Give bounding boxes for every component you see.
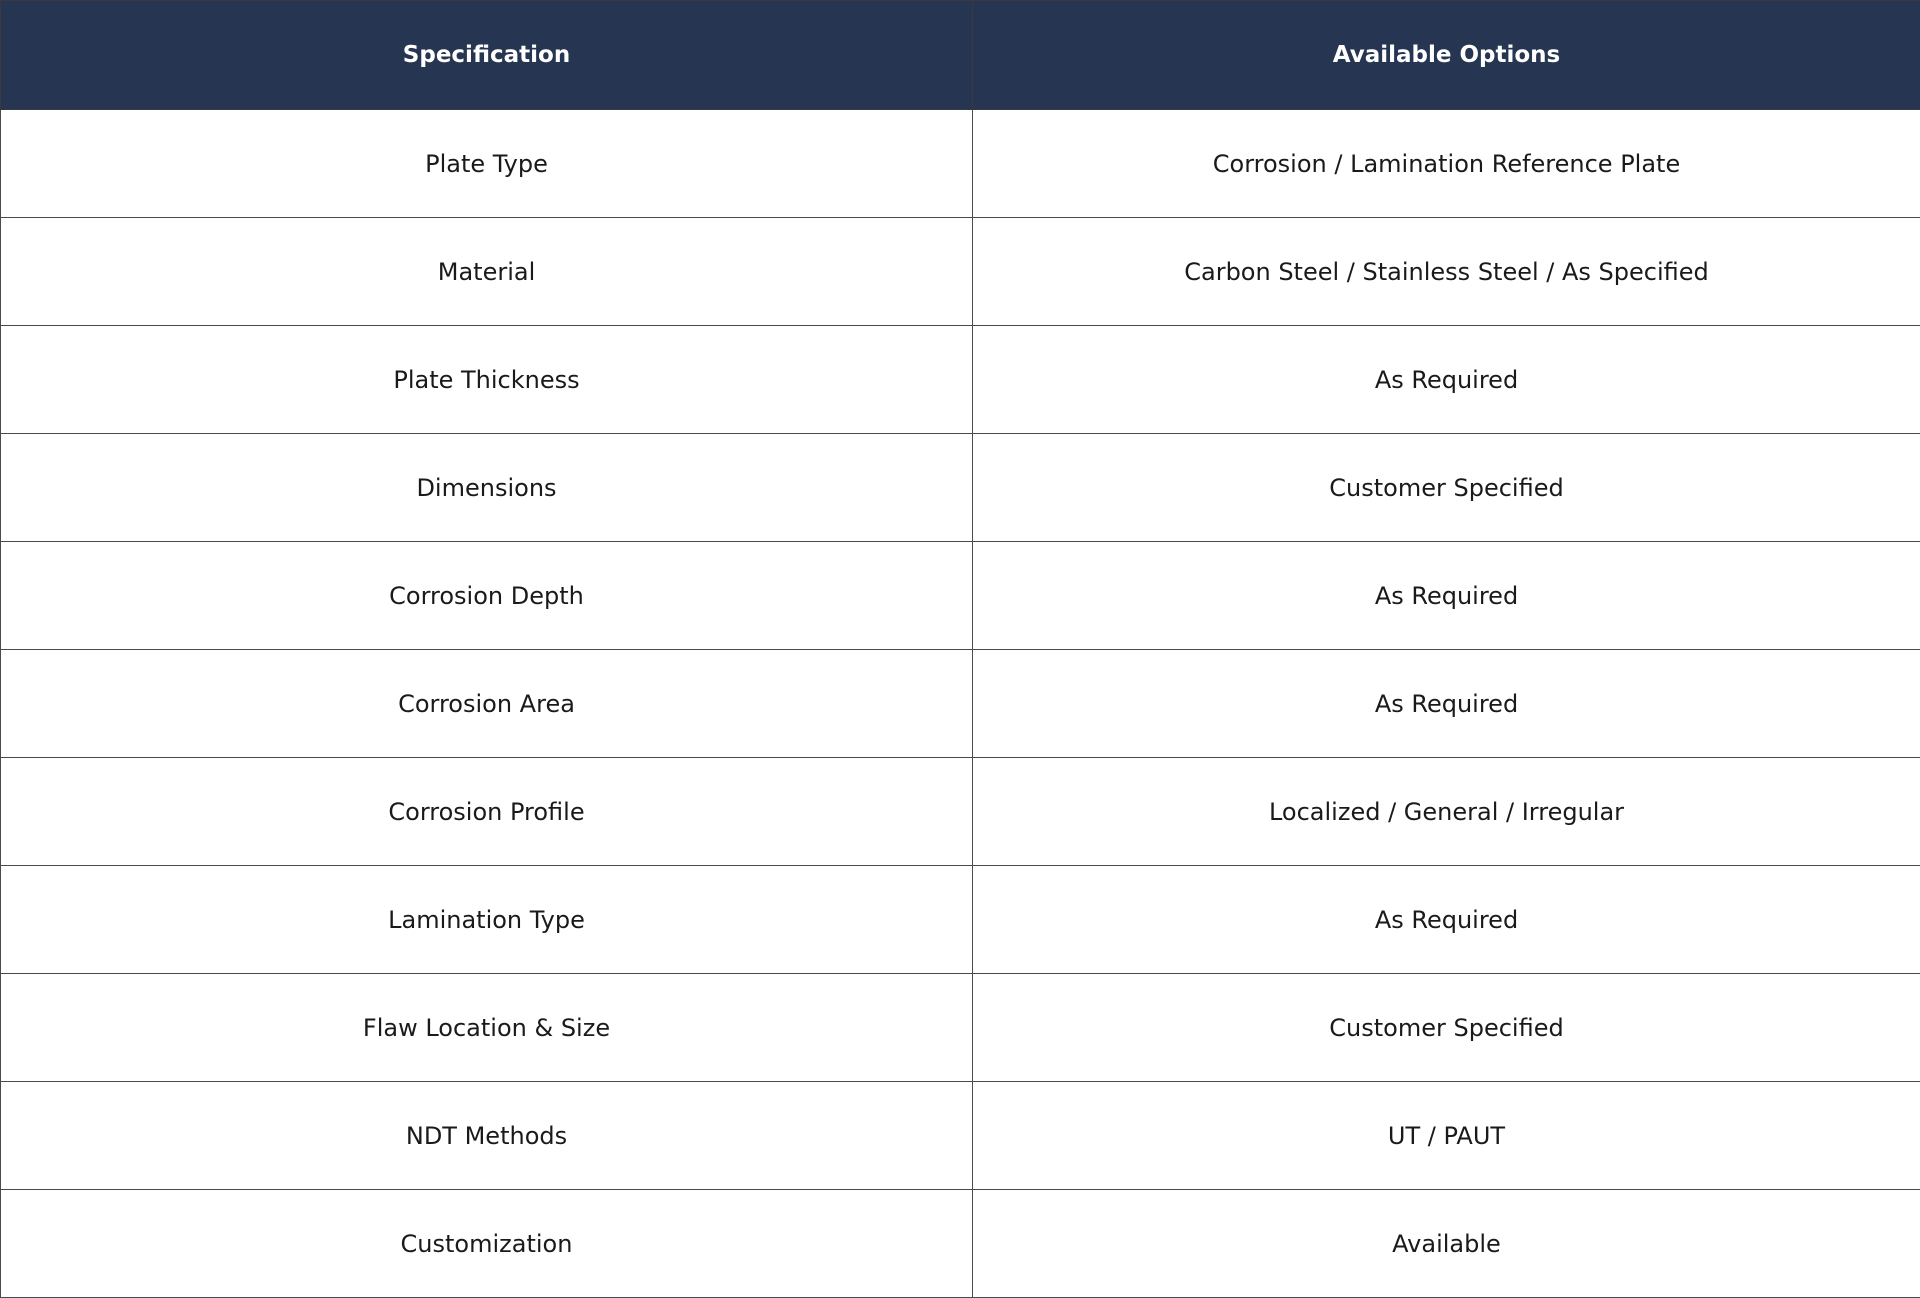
table-row [1, 758, 1920, 866]
option-cell: Available [973, 1190, 1920, 1298]
spec-cell: Customization [1, 1190, 973, 1298]
spec-cell: NDT Methods [1, 1082, 973, 1190]
option-cell: As Required [973, 866, 1920, 974]
table-row [1, 866, 1920, 974]
table-row [1, 542, 1920, 650]
table-row [1, 650, 1920, 758]
spec-cell: Corrosion Area [1, 650, 973, 758]
table-row [1, 218, 1920, 326]
option-cell: Corrosion / Lamination Reference Plate [973, 110, 1920, 218]
header-specification: Specification [1, 1, 973, 110]
table-row [1, 110, 1920, 218]
option-cell: As Required [973, 326, 1920, 434]
table-row [1, 1190, 1920, 1298]
spec-cell: Plate Thickness [1, 326, 973, 434]
table-row [1, 434, 1920, 542]
table-row [1, 326, 1920, 434]
option-cell: Customer Specified [973, 434, 1920, 542]
option-cell: Carbon Steel / Stainless Steel / As Specified [973, 218, 1920, 326]
table-body [1, 110, 1920, 1298]
option-cell: UT / PAUT [973, 1082, 1920, 1190]
table-row [1, 1082, 1920, 1190]
spec-cell: Lamination Type [1, 866, 973, 974]
option-cell: As Required [973, 542, 1920, 650]
spec-cell: Dimensions [1, 434, 973, 542]
option-cell: Localized / General / Irregular [973, 758, 1920, 866]
spec-cell: Material [1, 218, 973, 326]
table-header [1, 1, 1920, 110]
spec-cell: Corrosion Profile [1, 758, 973, 866]
spec-cell: Plate Type [1, 110, 973, 218]
option-cell: Customer Specified [973, 974, 1920, 1082]
spec-cell: Flaw Location & Size [1, 974, 973, 1082]
spec-cell: Corrosion Depth [1, 542, 973, 650]
header-row [1, 1, 1920, 110]
option-cell: As Required [973, 650, 1920, 758]
table-row [1, 974, 1920, 1082]
header-available-options: Available Options [973, 1, 1920, 110]
